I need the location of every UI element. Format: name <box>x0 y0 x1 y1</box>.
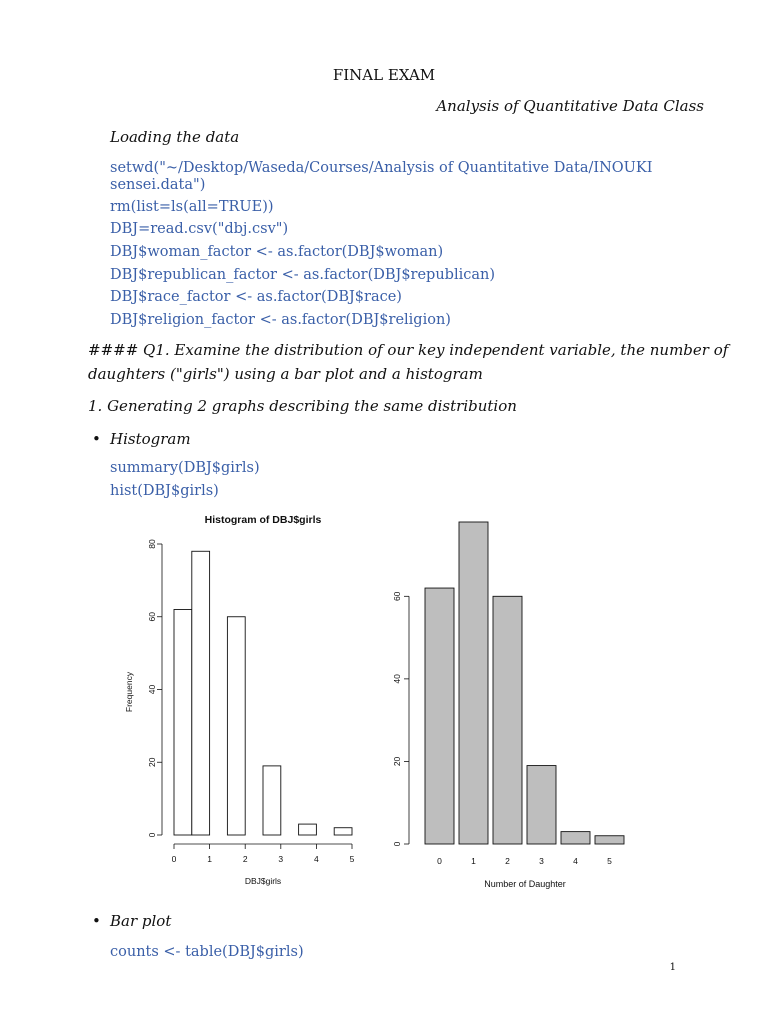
code-line: summary(DBJ$girls) <box>110 460 260 476</box>
x-tick-label: 0 <box>171 854 177 864</box>
code-line: sensei.data") <box>110 177 206 193</box>
y-tick-label: 0 <box>146 832 157 838</box>
bar-plot-bar <box>493 596 522 844</box>
x-tick-label: 5 <box>607 856 612 866</box>
code-line: DBJ$race_factor <- as.factor(DBJ$race) <box>110 289 402 305</box>
y-tick-label: 40 <box>391 674 402 684</box>
code-line: counts <- table(DBJ$girls) <box>110 944 304 960</box>
chart-title: Histogram of DBJ$girls <box>204 514 322 526</box>
step-text: 1. Generating 2 graphs describing the same distribution <box>88 397 517 415</box>
bar-plot-bar <box>425 588 454 844</box>
x-axis-label: Number of Daughter <box>484 879 566 889</box>
y-tick-label: 60 <box>391 591 402 602</box>
page-number: 1 <box>669 962 676 973</box>
bullet-icon: • <box>92 430 101 448</box>
histogram-chart <box>110 508 380 893</box>
x-tick-label: 0 <box>437 856 442 866</box>
loading-heading: Loading the data <box>110 128 240 146</box>
document-title: FINAL EXAM <box>332 66 436 84</box>
histogram-bar <box>174 609 192 835</box>
bar-plot-bar <box>595 836 624 844</box>
histogram-bar <box>227 617 245 835</box>
x-tick-label: 4 <box>314 854 319 864</box>
bar-chart <box>385 508 645 893</box>
bar-plot-bar <box>561 832 590 844</box>
question-text: daughters ("girls") using a bar plot and a histogram <box>88 365 483 383</box>
bullet-icon: • <box>92 912 101 930</box>
y-tick-label: 40 <box>146 684 157 695</box>
question-text: #### Q1. Examine the distribution of our key independent variable, the number of <box>88 341 729 359</box>
code-line: hist(DBJ$girls) <box>110 483 219 499</box>
bar-plot-bar <box>459 522 488 844</box>
barplot-heading: Bar plot <box>110 912 172 930</box>
x-tick-label: 2 <box>505 856 510 866</box>
y-tick-label: 0 <box>391 841 402 847</box>
code-line: DBJ$woman_factor <- as.factor(DBJ$woman) <box>110 244 444 260</box>
y-axis-label: Frequency <box>124 671 134 713</box>
bar-plot-bar <box>527 766 556 844</box>
code-line: DBJ=read.csv("dbj.csv") <box>110 221 289 237</box>
x-tick-label: 4 <box>573 856 578 866</box>
y-tick-label: 60 <box>146 612 157 622</box>
x-tick-label: 2 <box>242 854 248 864</box>
course-name: Analysis of Quantitative Data Class <box>436 97 704 115</box>
code-line: rm(list=ls(all=TRUE)) <box>110 199 274 215</box>
histogram-bar <box>334 828 352 835</box>
x-tick-label: 5 <box>349 854 355 864</box>
x-tick-label: 1 <box>471 856 476 866</box>
histogram-bar <box>263 766 281 835</box>
x-tick-label: 3 <box>278 854 284 864</box>
x-tick-label: 3 <box>539 856 544 866</box>
y-tick-label: 20 <box>146 757 157 767</box>
histogram-bar <box>192 551 210 835</box>
x-tick-label: 1 <box>207 854 212 864</box>
histogram-bar <box>299 824 317 835</box>
code-line: DBJ$religion_factor <- as.factor(DBJ$religion) <box>110 312 451 328</box>
y-tick-label: 80 <box>146 539 157 549</box>
x-axis-label: DBJ$girls <box>244 876 282 886</box>
code-line: setwd("~/Desktop/Waseda/Courses/Analysis of Quantitative Data/INOUKI <box>110 160 653 176</box>
histogram-heading: Histogram <box>110 430 191 448</box>
code-line: DBJ$republican_factor <- as.factor(DBJ$republican) <box>110 267 495 283</box>
y-tick-label: 20 <box>391 756 402 767</box>
